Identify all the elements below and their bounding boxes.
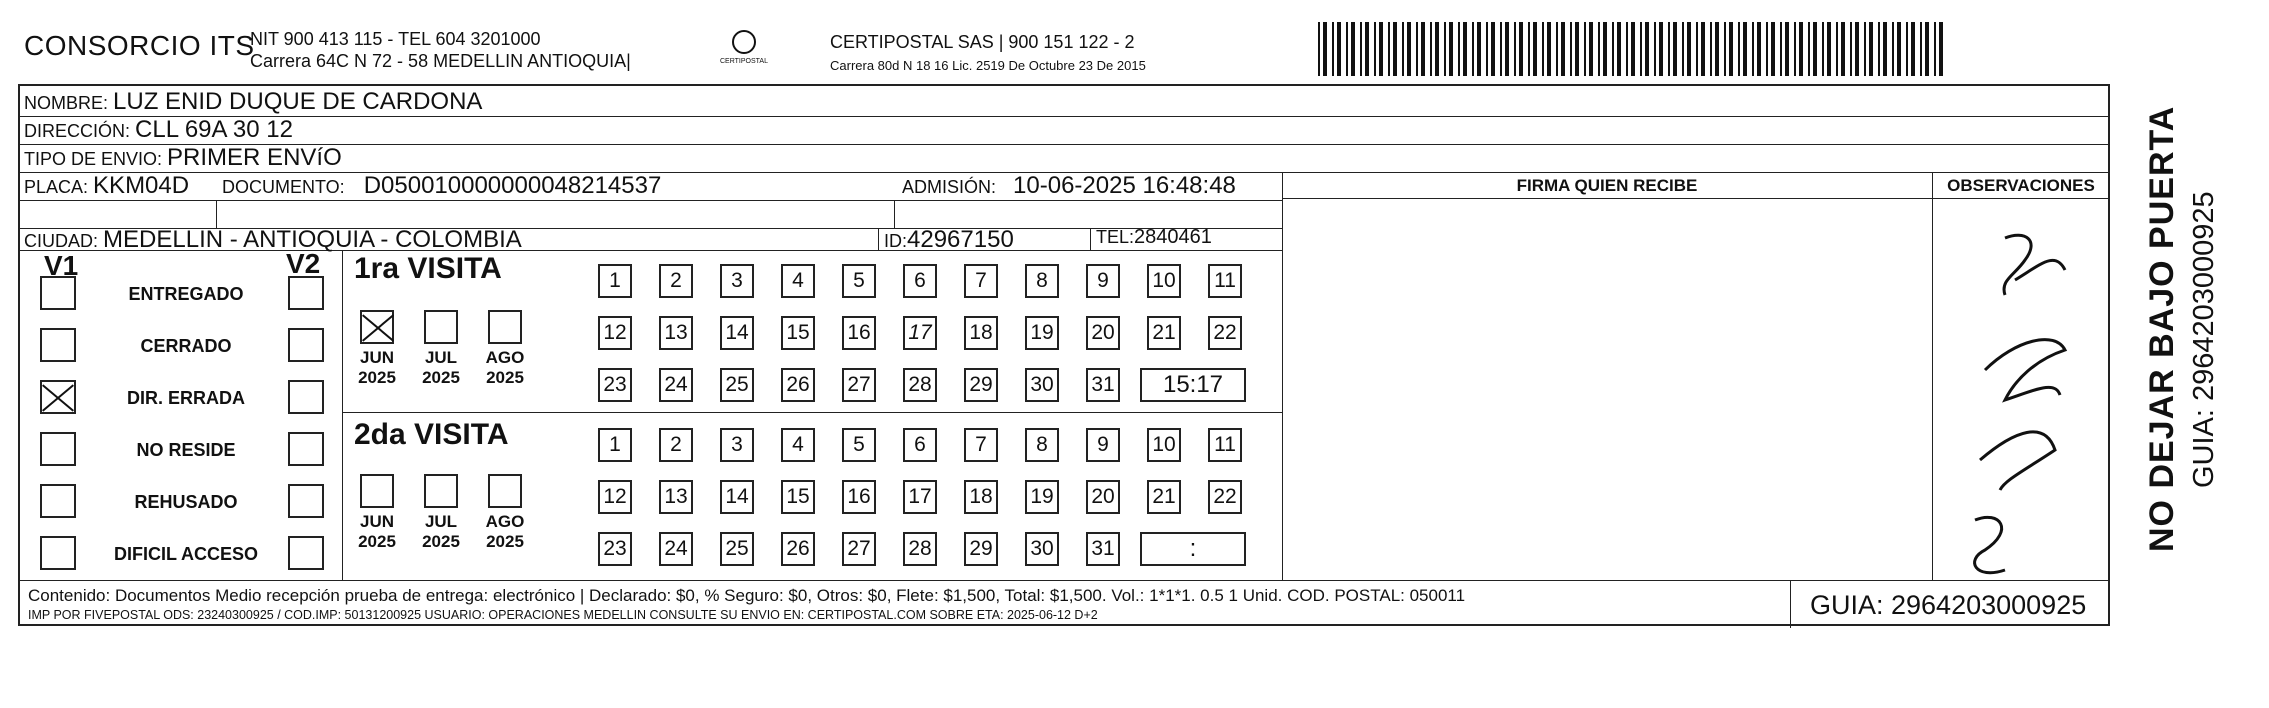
id-label: ID: — [884, 231, 908, 251]
certipostal-logo — [720, 28, 768, 70]
v2-checkbox[interactable] — [288, 484, 324, 518]
month-name: JUL — [424, 512, 458, 531]
day-box[interactable]: 31 — [1086, 532, 1120, 566]
handwritten-signature — [1945, 220, 2095, 590]
barcode-bar — [1710, 22, 1712, 76]
day-box[interactable]: 26 — [781, 368, 815, 402]
footer-print-info: IMP POR FIVEPOSTAL ODS: 23240300925 / COD.IMP: 50131200925 USUARIO: OPERACIONES MEDELLIN CONSULTE SU ENVIO EN: CERTIPOSTAL.COM SOBRE ETA: 2025-06-12 D+2 — [28, 608, 1098, 622]
day-box[interactable]: 6 — [903, 428, 937, 462]
barcode-bar — [1743, 22, 1747, 76]
month-checkbox[interactable] — [360, 474, 394, 508]
direccion-value: CLL 69A 30 12 — [135, 116, 293, 143]
barcode-bar — [1379, 22, 1383, 76]
tel-field — [1096, 226, 1212, 249]
tel-label: TEL: — [1096, 227, 1135, 247]
month-name: JUN — [359, 348, 394, 367]
delivery-form — [18, 84, 2110, 626]
visit-time[interactable]: 15:17 — [1140, 368, 1246, 402]
barcode-bar — [1822, 22, 1824, 76]
placa-value: KKM04D — [93, 172, 190, 199]
barcode-bar — [1528, 22, 1530, 76]
day-box[interactable]: 3 — [720, 264, 754, 298]
barcode-bar — [1934, 22, 1936, 76]
day-box[interactable]: 16 — [842, 480, 876, 514]
status-label: NO RESIDE — [136, 440, 236, 460]
barcode-bar — [1939, 22, 1943, 76]
barcode-bar — [1617, 22, 1621, 76]
certipostal-info — [830, 30, 1146, 78]
firma-header: FIRMA QUIEN RECIBE — [1516, 176, 1698, 195]
documento-value: D050010000000048214537 — [363, 172, 662, 199]
day-box[interactable]: 21 — [1147, 316, 1181, 350]
day-box[interactable]: 17 — [903, 316, 937, 350]
certi-sub: Carrera 80d N 18 16 Lic. 2519 De Octubre 23 De 2015 — [830, 58, 1146, 73]
first-visit-title: 1ra VISITA — [354, 252, 502, 285]
barcode-bar — [1407, 22, 1411, 76]
v1-checkbox[interactable] — [40, 276, 76, 310]
day-box[interactable]: 8 — [1025, 264, 1059, 298]
month-name: AGO — [485, 512, 525, 531]
barcode-bar — [1486, 22, 1488, 76]
barcode-bar — [1659, 22, 1663, 76]
month-year: 2025 — [486, 368, 524, 387]
barcode-bar — [1435, 22, 1439, 76]
nombre-field — [24, 88, 482, 116]
barcode-bar — [1351, 22, 1355, 76]
barcode-bar — [1365, 22, 1369, 76]
v2-checkbox[interactable] — [288, 432, 324, 466]
logo-text: CERTIPOSTAL — [720, 58, 768, 65]
barcode-bar — [1337, 22, 1341, 76]
barcode-bar — [1883, 22, 1887, 76]
day-box[interactable]: 7 — [964, 428, 998, 462]
day-box[interactable]: 30 — [1025, 532, 1059, 566]
day-box[interactable]: 25 — [720, 368, 754, 402]
footer-contents: Contenido: Documentos Medio recepción prueba de entrega: electrónico | Declarado: $0, % Seguro: $0, Otros: $0, Flete: $1,500, Total: $1,500. Vol.: 1*1*1. 0.5 1 Unid. COD. POSTAL: 050011 — [28, 586, 1466, 605]
day-box[interactable]: 19 — [1025, 480, 1059, 514]
month-name: AGO — [485, 348, 525, 367]
v2-checkbox[interactable] — [288, 328, 324, 362]
barcode-bar — [1570, 22, 1572, 76]
month-label — [480, 512, 530, 552]
month-label — [416, 348, 466, 388]
day-box[interactable]: 19 — [1025, 316, 1059, 350]
barcode-bar — [1920, 22, 1922, 76]
barcode-bar — [1556, 22, 1558, 76]
barcode-bar — [1374, 22, 1376, 76]
month-label — [352, 512, 402, 552]
admision-field — [902, 172, 1236, 200]
month-checkbox[interactable] — [360, 310, 394, 344]
status-label: ENTREGADO — [128, 284, 244, 304]
day-box[interactable]: 27 — [842, 368, 876, 402]
barcode-bar — [1738, 22, 1740, 76]
barcode-bar — [1575, 22, 1579, 76]
day-box[interactable]: 14 — [720, 480, 754, 514]
v2-checkbox[interactable] — [288, 380, 324, 414]
month-year: 2025 — [358, 532, 396, 551]
barcode-bar — [1808, 22, 1810, 76]
status-label: REHUSADO — [134, 492, 238, 512]
barcode-bar — [1850, 22, 1852, 76]
side-guia: GUIA: 2964203000925 — [2188, 191, 2220, 488]
barcode-bar — [1724, 22, 1726, 76]
month-year: 2025 — [358, 368, 396, 387]
barcode-bar — [1458, 22, 1460, 76]
barcode-bar — [1332, 22, 1334, 76]
barcode-bar — [1388, 22, 1390, 76]
direccion-label: DIRECCIÓN: — [24, 121, 131, 141]
barcode-bar — [1360, 22, 1362, 76]
barcode-bar — [1519, 22, 1523, 76]
logo-icon — [732, 30, 756, 54]
v1-checkbox[interactable] — [40, 484, 76, 518]
tipo-value: PRIMER ENVíO — [167, 144, 342, 171]
month-year: 2025 — [422, 368, 460, 387]
barcode-bar — [1925, 22, 1929, 76]
day-box[interactable]: 7 — [964, 264, 998, 298]
day-box[interactable]: 21 — [1147, 480, 1181, 514]
v2-checkbox[interactable] — [288, 276, 324, 310]
barcode-bar — [1752, 22, 1754, 76]
status-label: DIFICIL ACCESO — [113, 544, 258, 564]
nit-line: NIT 900 413 115 - TEL 604 3201000 — [250, 29, 541, 49]
barcode-bar — [1766, 22, 1768, 76]
v1-checkbox[interactable] — [40, 380, 76, 414]
day-box[interactable]: 10 — [1147, 428, 1181, 462]
day-box[interactable]: 28 — [903, 532, 937, 566]
day-box[interactable]: 4 — [781, 428, 815, 462]
barcode-bar — [1533, 22, 1537, 76]
day-box[interactable]: 22 — [1208, 480, 1242, 514]
id-value: 42967150 — [907, 226, 1014, 253]
barcode-bar — [1799, 22, 1803, 76]
documento-label: DOCUMENTO: — [222, 177, 345, 197]
status-label: CERRADO — [140, 336, 232, 356]
barcode-bar — [1346, 22, 1348, 76]
month-checkbox[interactable] — [488, 474, 522, 508]
barcode-bar — [1715, 22, 1719, 76]
barcode-bar — [1402, 22, 1404, 76]
barcode-bar — [1430, 22, 1432, 76]
day-box[interactable]: 26 — [781, 532, 815, 566]
day-box[interactable]: 20 — [1086, 316, 1120, 350]
day-box[interactable]: 30 — [1025, 368, 1059, 402]
barcode-bar — [1892, 22, 1894, 76]
day-box[interactable]: 25 — [720, 532, 754, 566]
barcode-bar — [1682, 22, 1684, 76]
barcode-bar — [1869, 22, 1873, 76]
barcode-bar — [1491, 22, 1495, 76]
barcode-bar — [1393, 22, 1397, 76]
barcode-bar — [1640, 22, 1642, 76]
barcode-bar — [1687, 22, 1691, 76]
ciudad-field — [24, 226, 522, 254]
barcode-bar — [1701, 22, 1705, 76]
address-line: Carrera 64C N 72 - 58 MEDELLIN ANTIOQUIA| — [250, 51, 631, 71]
barcode-bar — [1813, 22, 1817, 76]
day-box[interactable]: 12 — [598, 480, 632, 514]
barcode-bar — [1323, 22, 1327, 76]
day-box[interactable]: 22 — [1208, 316, 1242, 350]
barcode-bar — [1785, 22, 1789, 76]
barcode-bar — [1757, 22, 1761, 76]
day-box[interactable]: 9 — [1086, 428, 1120, 462]
placa-field — [24, 172, 189, 200]
barcode-bar — [1668, 22, 1670, 76]
tipo-label: TIPO DE ENVIO: — [24, 149, 163, 169]
day-box[interactable]: 2 — [659, 264, 693, 298]
day-box[interactable]: 2 — [659, 428, 693, 462]
certi-line: CERTIPOSTAL SAS | 900 151 122 - 2 — [830, 32, 1135, 52]
barcode-bar — [1864, 22, 1866, 76]
day-box[interactable]: 5 — [842, 264, 876, 298]
nombre-value: LUZ ENID DUQUE DE CARDONA — [113, 88, 483, 115]
day-box[interactable]: 17 — [903, 480, 937, 514]
barcode-bar — [1500, 22, 1502, 76]
day-box[interactable]: 13 — [659, 480, 693, 514]
day-box[interactable]: 14 — [720, 316, 754, 350]
day-box[interactable]: 4 — [781, 264, 815, 298]
tipo-envio-field — [24, 144, 342, 172]
placa-label: PLACA: — [24, 177, 89, 197]
barcode-bar — [1794, 22, 1796, 76]
status-label: DIR. ERRADA — [126, 388, 245, 408]
barcode-bar — [1631, 22, 1635, 76]
barcode-bar — [1547, 22, 1551, 76]
barcode-bar — [1729, 22, 1733, 76]
barcode-bar — [1561, 22, 1565, 76]
day-box[interactable]: 12 — [598, 316, 632, 350]
v2-checkbox[interactable] — [288, 536, 324, 570]
no-dejar-warning: NO DEJAR BAJO PUERTA — [2143, 105, 2181, 552]
barcode-bar — [1878, 22, 1880, 76]
barcode-bar — [1472, 22, 1474, 76]
barcode-bar — [1827, 22, 1831, 76]
direccion-field — [24, 116, 293, 144]
month-label — [416, 512, 466, 552]
day-box[interactable]: 11 — [1208, 264, 1242, 298]
month-name: JUN — [359, 512, 394, 531]
ciudad-label: CIUDAD: — [24, 231, 99, 251]
observaciones-header: OBSERVACIONES — [1947, 176, 2095, 195]
barcode-bar — [1654, 22, 1656, 76]
day-box[interactable]: 8 — [1025, 428, 1059, 462]
day-box[interactable]: 13 — [659, 316, 693, 350]
barcode-bar — [1906, 22, 1908, 76]
tel-value: 2840461 — [1134, 226, 1212, 248]
barcode-bar — [1421, 22, 1425, 76]
nombre-label: NOMBRE: — [24, 93, 109, 113]
v1-checkbox[interactable] — [40, 536, 76, 570]
barcode-bar — [1505, 22, 1509, 76]
barcode-bar — [1444, 22, 1446, 76]
day-box[interactable]: 18 — [964, 316, 998, 350]
barcode-bar — [1542, 22, 1544, 76]
barcode-bar — [1318, 22, 1320, 76]
company-info — [250, 28, 631, 72]
day-box[interactable]: 1 — [598, 264, 632, 298]
v1-checkbox[interactable] — [40, 328, 76, 362]
admision-value: 10-06-2025 16:48:48 — [1013, 172, 1236, 199]
month-checkbox[interactable] — [424, 310, 458, 344]
day-box[interactable]: 15 — [781, 316, 815, 350]
day-box[interactable]: 11 — [1208, 428, 1242, 462]
day-box[interactable]: 23 — [598, 368, 632, 402]
barcode — [1318, 22, 1950, 76]
day-box[interactable]: 29 — [964, 532, 998, 566]
day-box[interactable]: 5 — [842, 428, 876, 462]
barcode-bar — [1449, 22, 1453, 76]
barcode-bar — [1612, 22, 1614, 76]
barcode-bar — [1841, 22, 1845, 76]
v1-header: V1 — [44, 250, 79, 281]
month-checkbox[interactable] — [424, 474, 458, 508]
v2-header: V2 — [286, 248, 321, 279]
barcode-bar — [1463, 22, 1467, 76]
barcode-bar — [1771, 22, 1775, 76]
barcode-bar — [1416, 22, 1418, 76]
day-box[interactable]: 24 — [659, 532, 693, 566]
barcode-bar — [1477, 22, 1481, 76]
barcode-bar — [1673, 22, 1677, 76]
day-box[interactable]: 20 — [1086, 480, 1120, 514]
id-field — [884, 226, 1014, 254]
documento-field — [222, 172, 661, 200]
day-box[interactable]: 9 — [1086, 264, 1120, 298]
day-box[interactable]: 31 — [1086, 368, 1120, 402]
barcode-bar — [1598, 22, 1600, 76]
barcode-bar — [1584, 22, 1586, 76]
barcode-bar — [1911, 22, 1915, 76]
barcode-bar — [1645, 22, 1649, 76]
barcode-bar — [1626, 22, 1628, 76]
company-name: CONSORCIO ITS — [24, 30, 255, 61]
barcode-bar — [1836, 22, 1838, 76]
day-box[interactable]: 6 — [903, 264, 937, 298]
barcode-bar — [1589, 22, 1593, 76]
v1-checkbox[interactable] — [40, 432, 76, 466]
visit-time[interactable]: : — [1140, 532, 1246, 566]
day-box[interactable]: 16 — [842, 316, 876, 350]
barcode-bar — [1855, 22, 1859, 76]
admision-label: ADMISIÓN: — [902, 177, 997, 197]
month-checkbox[interactable] — [488, 310, 522, 344]
day-box[interactable]: 24 — [659, 368, 693, 402]
day-box[interactable]: 23 — [598, 532, 632, 566]
month-year: 2025 — [422, 532, 460, 551]
second-visit-title: 2da VISITA — [354, 418, 509, 451]
barcode-bar — [1696, 22, 1698, 76]
day-box[interactable]: 29 — [964, 368, 998, 402]
guia-number: GUIA: 2964203000925 — [1810, 590, 2087, 620]
month-label — [480, 348, 530, 388]
barcode-bar — [1514, 22, 1516, 76]
month-name: JUL — [424, 348, 458, 367]
ciudad-value: MEDELLIN - ANTIOQUIA - COLOMBIA — [103, 226, 522, 253]
day-box[interactable]: 18 — [964, 480, 998, 514]
barcode-bar — [1897, 22, 1901, 76]
month-year: 2025 — [486, 532, 524, 551]
day-box[interactable]: 15 — [781, 480, 815, 514]
day-box[interactable]: 27 — [842, 532, 876, 566]
barcode-bar — [1780, 22, 1782, 76]
month-label — [352, 348, 402, 388]
barcode-bar — [1603, 22, 1607, 76]
day-box[interactable]: 1 — [598, 428, 632, 462]
day-box[interactable]: 28 — [903, 368, 937, 402]
day-box[interactable]: 10 — [1147, 264, 1181, 298]
day-box[interactable]: 3 — [720, 428, 754, 462]
